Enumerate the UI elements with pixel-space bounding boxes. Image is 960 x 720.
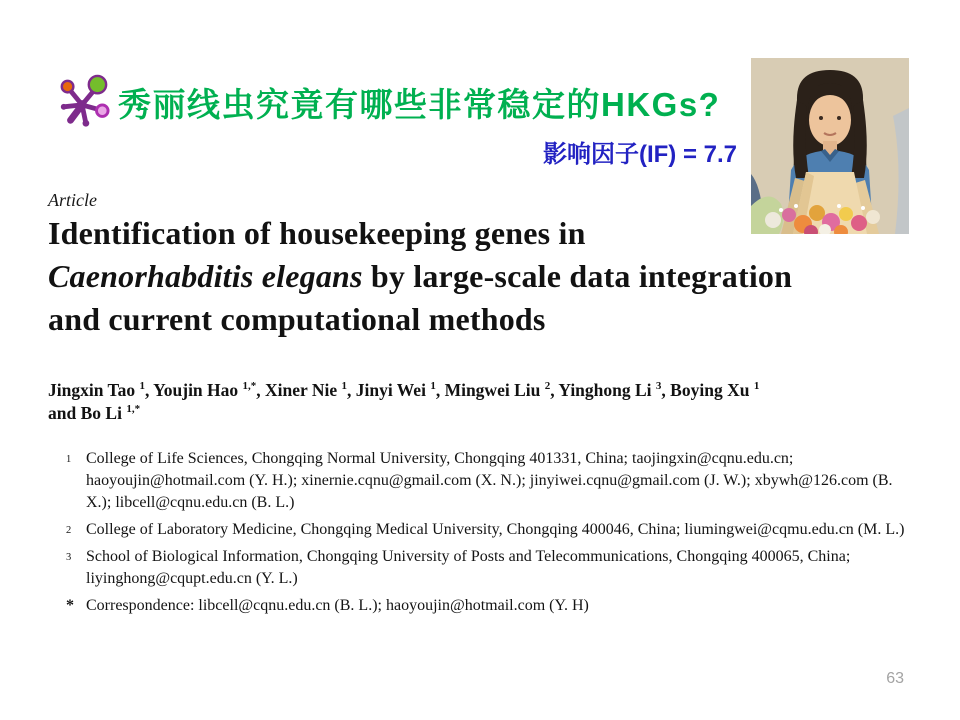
affiliation-marker: 1 bbox=[66, 454, 72, 465]
author-superscript: 1,* bbox=[242, 380, 257, 393]
affiliation-marker: 3 bbox=[66, 552, 72, 563]
author-superscript: 3 bbox=[655, 380, 662, 393]
author-photo bbox=[751, 58, 909, 234]
author-superscript: 2 bbox=[544, 380, 551, 393]
page-number: 63 bbox=[886, 670, 904, 687]
affiliation-item bbox=[48, 448, 908, 514]
paper-title-line1: Identification of housekeeping genes in bbox=[48, 215, 586, 251]
affiliation-text: School of Biological Information, Chongqing University of Posts and Telecommunications, Chongqing 400065, China; liyinghong@cqupt.edu.cn (Y. L.) bbox=[86, 548, 851, 587]
impact-factor-cn: 影响因子 bbox=[542, 142, 639, 168]
affiliation-text: College of Life Sciences, Chongqing Normal University, Chongqing 401331, China; taojingxin@cqnu.edu.cn; haoyoujin@hotmail.com (Y. H.); xinernie.cqnu@gmail.com (X. N.); jinyiwei.cqnu@gmail.com (J. W.); xbywh@126.com (B. X.); libcell@cqnu.edu.cn (B. L.) bbox=[86, 450, 893, 511]
affiliation-item bbox=[48, 519, 908, 541]
paper-title-line3: and current computational methods bbox=[48, 301, 546, 337]
article-label: Article bbox=[48, 190, 97, 210]
paper-title-line2-rest: by large-scale data integration bbox=[362, 258, 793, 294]
impact-factor-value: (IF) = 7.7 bbox=[638, 141, 737, 168]
author-superscript: 1 bbox=[753, 380, 760, 393]
paper-title-species-italic: Caenorhabditis elegans bbox=[48, 258, 363, 294]
affiliation-marker: 2 bbox=[66, 525, 72, 536]
affiliation-text: College of Laboratory Medicine, Chongqing Medical University, Chongqing 400046, China; liumingwei@cqmu.edu.cn (M. L.) bbox=[86, 521, 905, 538]
impact-factor-line bbox=[0, 134, 737, 169]
affiliation-marker: * bbox=[66, 597, 74, 614]
flower-asterisk-icon bbox=[56, 74, 110, 130]
author-superscript: 1 bbox=[139, 380, 145, 393]
authors-line: Jingxin Tao $^1$, Youjin Hao $^{1,*}$, Xiner Nie $^1$, Jinyi Wei $^1$, Mingwei Liu $^2$, Yinghong Li $^3$, Boying Xu $^1$ and Bo Li $^{1,*}$ bbox=[48, 380, 760, 423]
affiliation-text: Correspondence: libcell@cqnu.edu.cn (B. L.); haoyoujin@hotmail.com (Y. H) bbox=[86, 597, 589, 614]
affiliations-list bbox=[48, 448, 908, 622]
affiliation-item bbox=[48, 546, 908, 590]
author-superscript: 1 bbox=[341, 380, 347, 393]
author-superscript: 1 bbox=[430, 380, 436, 393]
paper-title bbox=[48, 212, 918, 341]
slide-header bbox=[56, 74, 720, 130]
affiliation-item bbox=[48, 595, 908, 617]
slide-question-heading: 秀丽线虫究竟有哪些非常稳定的HKGs? bbox=[118, 85, 721, 123]
author-superscript: 1,* bbox=[126, 403, 141, 416]
